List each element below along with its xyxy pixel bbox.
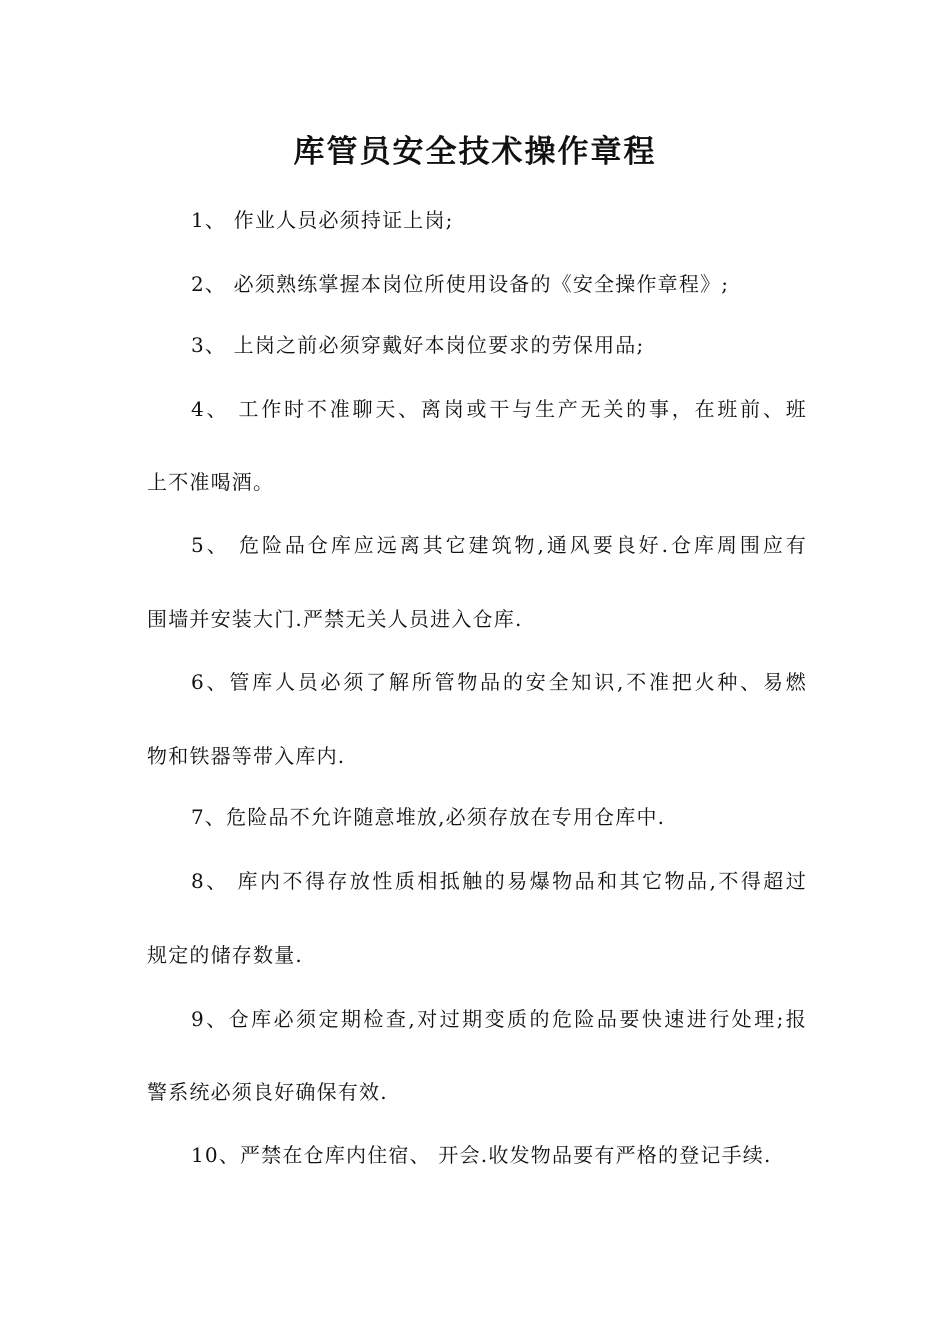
list-item-2: 2、 必须熟练掌握本岗位所使用设备的《安全操作章程》;: [191, 272, 730, 296]
list-item-9-line-1: 9、仓库必须定期检查,对过期变质的危险品要快速进行处理;报: [191, 1007, 807, 1031]
list-item-4-line-2: 上不准喝酒。: [147, 470, 275, 494]
list-item-1: 1、 作业人员必须持证上岗;: [191, 208, 454, 232]
list-item-10: 10、严禁在仓库内住宿、 开会.收发物品要有严格的登记手续.: [191, 1143, 772, 1167]
list-item-5-line-1: 5、 危险品仓库应远离其它建筑物,通风要良好.仓库周围应有: [191, 533, 807, 557]
list-item-6-line-1: 6、管库人员必须了解所管物品的安全知识,不准把火种、易燃: [191, 670, 807, 694]
page-title: 库管员安全技术操作章程: [293, 134, 657, 170]
list-item-7: 7、危险品不允许随意堆放,必须存放在专用仓库中.: [191, 805, 666, 829]
list-item-9-line-2: 警系统必须良好确保有效.: [147, 1080, 388, 1104]
list-item-3: 3、 上岗之前必须穿戴好本岗位要求的劳保用品;: [191, 333, 645, 357]
list-item-5-line-2: 围墙并安装大门.严禁无关人员进入仓库.: [147, 607, 523, 631]
list-item-4-line-1: 4、 工作时不准聊天、离岗或干与生产无关的事，在班前、班: [191, 397, 807, 421]
list-item-8-line-2: 规定的储存数量.: [147, 943, 303, 967]
list-item-8-line-1: 8、 库内不得存放性质相抵触的易爆物品和其它物品,不得超过: [191, 869, 807, 893]
list-item-6-line-2: 物和铁器等带入库内.: [147, 744, 346, 768]
